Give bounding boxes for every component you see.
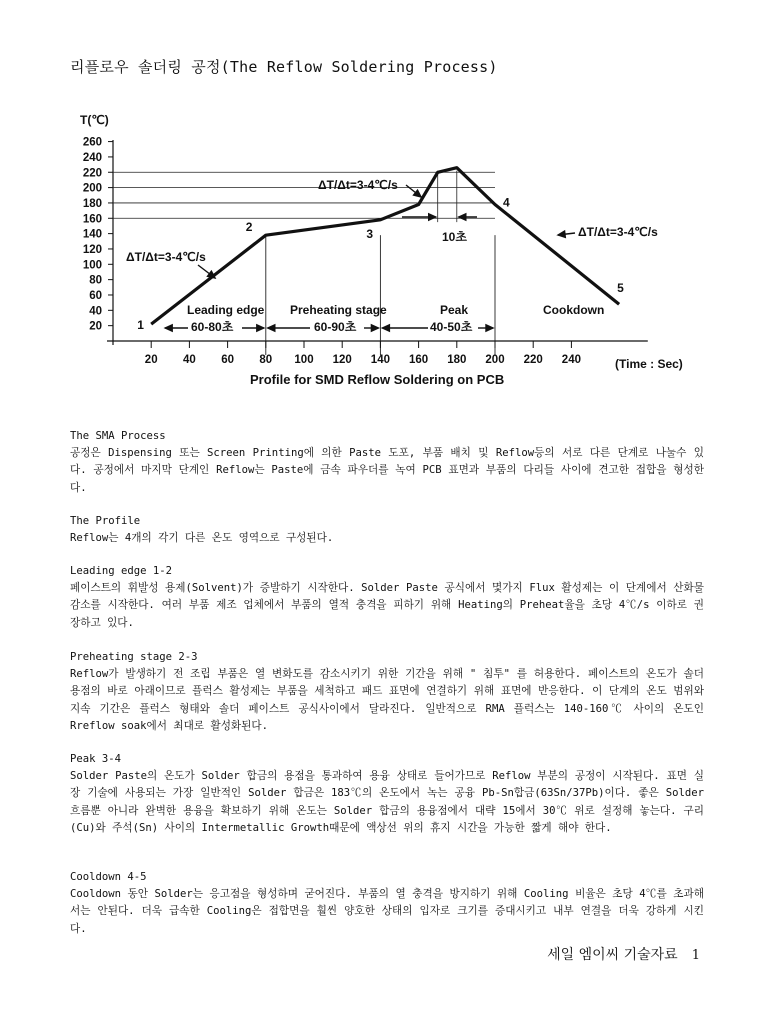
point-label: 2 bbox=[245, 220, 253, 235]
section-title: The Profile bbox=[70, 515, 141, 527]
point-label: 5 bbox=[617, 281, 624, 296]
slope-right-arrow-head bbox=[558, 231, 565, 237]
y-tick-label: 260 bbox=[82, 136, 102, 149]
y-tick-label: 140 bbox=[82, 228, 102, 241]
page-footer bbox=[547, 944, 700, 964]
x-tick-label: 240 bbox=[561, 354, 581, 366]
ten-sec-label: 10초 bbox=[442, 230, 467, 244]
y-tick-label: 60 bbox=[89, 289, 102, 302]
x-tick-label: 160 bbox=[409, 354, 429, 366]
y-tick-label: 240 bbox=[82, 151, 102, 164]
section-leading-edge bbox=[70, 563, 704, 632]
slope-right-label: ΔT/Δt=3-4℃/s bbox=[578, 225, 658, 239]
y-tick-label: 220 bbox=[82, 167, 102, 180]
section-text: Cooldown 동안 Solder는 응고점을 형성하며 굳어진다. 부품의 열 충격을 방지하기 위해 Cooling 비율은 초당 4℃를 초과해서는 안된다. 더욱 급속한 Cooling은 접합면을 훨씬 양호한 상태의 입자로 크기를 증대시키고 내부 연결을 더욱 강하게 시킨다. bbox=[70, 888, 704, 935]
section-text: Reflow는 4개의 각기 다른 온도 영역으로 구성된다. bbox=[70, 532, 334, 545]
y-tick-labels bbox=[83, 137, 113, 333]
y-tick-label: 100 bbox=[82, 259, 102, 272]
section-text: 페이스트의 휘발성 용제(Solvent)가 증발하기 시작한다. Solder Paste 공식에서 몇가지 Flux 활성제는 이 단계에서 산화물 감소를 시작한다. 여러 부품 제조 업체에서 부품의 열적 충격을 피하기 위해 Heating의 Preheat율을 초당 4℃/s 이하로 권장하고 있다. bbox=[70, 582, 704, 629]
x-tick-label: 120 bbox=[332, 354, 352, 366]
y-tick-label: 80 bbox=[89, 274, 102, 287]
section-text: Reflow가 발생하기 전 조립 부품은 열 변화도를 감소시키기 위한 기간을 위해 " 침투" 를 허용한다. 페이스트의 온도가 솔더 용점의 바로 아래이므로 플럭스 활성제는 부품을 세척하고 패드 표면에 연결하기 위해 표면에 반응한다. 이 단계의 온도 범위와 지속 기간은 플럭스 형태와 솔더 페이스트 공식사이에서 달라진다. 일반적으로 RMA 플럭스는 140-160℃ 사이의 온도인 Rreflow soak에서 최대로 활성화된다. bbox=[70, 668, 704, 732]
ten-sec-arrow-left-head bbox=[429, 214, 436, 220]
y-tick-label: 160 bbox=[82, 213, 102, 226]
section-title: Cooldown 4-5 bbox=[70, 871, 147, 883]
annotations bbox=[126, 178, 658, 334]
slope-left-arrow-head bbox=[207, 271, 215, 278]
x-tick-label: 140 bbox=[370, 354, 390, 366]
x-axis-unit: (Time : Sec) bbox=[615, 357, 683, 371]
section-title: Leading edge 1-2 bbox=[70, 565, 173, 577]
zone-leading-range: 60-80초 bbox=[191, 320, 234, 334]
ten-sec-arrow-right-head bbox=[459, 214, 466, 220]
x-tick-label: 60 bbox=[221, 354, 234, 366]
zone-peak-range: 40-50초 bbox=[430, 320, 473, 334]
chart-title: Profile for SMD Reflow Soldering on PCB bbox=[250, 372, 505, 387]
zone-leading-edge: Leading edge bbox=[187, 303, 265, 317]
x-tick-labels bbox=[145, 341, 581, 366]
section-peak bbox=[70, 751, 704, 837]
section-preheating bbox=[70, 649, 704, 735]
x-tick-label: 20 bbox=[144, 354, 158, 366]
zone-preheating: Preheating stage bbox=[290, 303, 387, 317]
section-text: Solder Paste의 온도가 Solder 합금의 용점을 통과하여 용융 상태로 들어가므로 Reflow 부분의 공정이 시작된다. 표면 실장 기술에 사용되는 가장 일반적인 Solder 합금은 183℃의 온도에서 녹는 공융 Pb-Sn합금(63Sn/37Pb)이다. 좋은 Solder 흐름뿐 아니라 완벽한 용융을 확보하기 위해 온도는 Solder 합금의 용융점에서 대략 15에서 30℃ 위로 설정해 놓는다. 구리(Cu)와 주석(Sn) 사이의 Intermetallic Growth때문에 액상선 위의 휴지 시간을 가능한 짧게 해야 한다. bbox=[70, 770, 704, 834]
zone-peak: Peak bbox=[440, 303, 469, 317]
page-number: 1 bbox=[691, 948, 700, 963]
section-title: Peak 3-4 bbox=[70, 753, 122, 765]
x-tick-label: 80 bbox=[259, 354, 273, 366]
x-tick-label: 180 bbox=[447, 354, 467, 366]
point-label: 1 bbox=[137, 318, 144, 333]
page-title: 리플로우 솔더링 공정(The Reflow Soldering Process) bbox=[70, 58, 498, 76]
footer-text: 세일 엠이씨 기술자료 bbox=[547, 947, 678, 963]
reflow-profile-chart bbox=[0, 100, 768, 400]
y-axis-label: T(℃) bbox=[80, 113, 109, 127]
y-tick-label: 40 bbox=[89, 305, 102, 318]
zone-preheating-arrow-right-head bbox=[371, 325, 378, 331]
y-tick-label: 200 bbox=[82, 182, 102, 195]
point-label: 3 bbox=[366, 226, 374, 241]
section-profile bbox=[70, 513, 704, 547]
y-tick-label: 20 bbox=[89, 320, 102, 333]
x-tick-label: 100 bbox=[294, 354, 314, 366]
section-cooldown bbox=[70, 869, 704, 938]
x-tick-label: 200 bbox=[485, 354, 505, 366]
y-tick-label: 120 bbox=[82, 243, 102, 256]
section-text: 공정은 Dispensing 또는 Screen Printing에 의한 Paste 도포, 부품 배치 및 Reflow등의 서로 다른 단계로 나눌수 있다. 공정에서 마지막 단계인 Reflow는 Paste에 금속 파우더를 녹여 PCB 표면과 부품의 다리들 사이에 견고한 접합을 형성한다. bbox=[70, 447, 704, 494]
x-tick-label: 40 bbox=[183, 354, 196, 366]
section-sma bbox=[70, 428, 704, 497]
zone-cookdown: Cookdown bbox=[543, 303, 605, 317]
zone-preheating-range: 60-90초 bbox=[314, 320, 357, 334]
zone-peak-arrow-left-head bbox=[382, 325, 389, 331]
section-title: The SMA Process bbox=[70, 430, 166, 442]
x-tick-label: 220 bbox=[523, 354, 543, 366]
zone-leading-arrow-left-head bbox=[165, 325, 172, 331]
point-label: 4 bbox=[503, 195, 510, 210]
zone-leading-arrow-right-head bbox=[257, 325, 264, 331]
section-title: Preheating stage 2-3 bbox=[70, 651, 198, 663]
y-tick-label: 180 bbox=[82, 197, 102, 210]
slope-top-label: ΔT/Δt=3-4℃/s bbox=[318, 178, 398, 192]
slope-left-label: ΔT/Δt=3-4℃/s bbox=[126, 250, 206, 264]
zone-peak-arrow-right-head bbox=[486, 325, 493, 331]
zone-preheating-arrow-left-head bbox=[268, 325, 275, 331]
